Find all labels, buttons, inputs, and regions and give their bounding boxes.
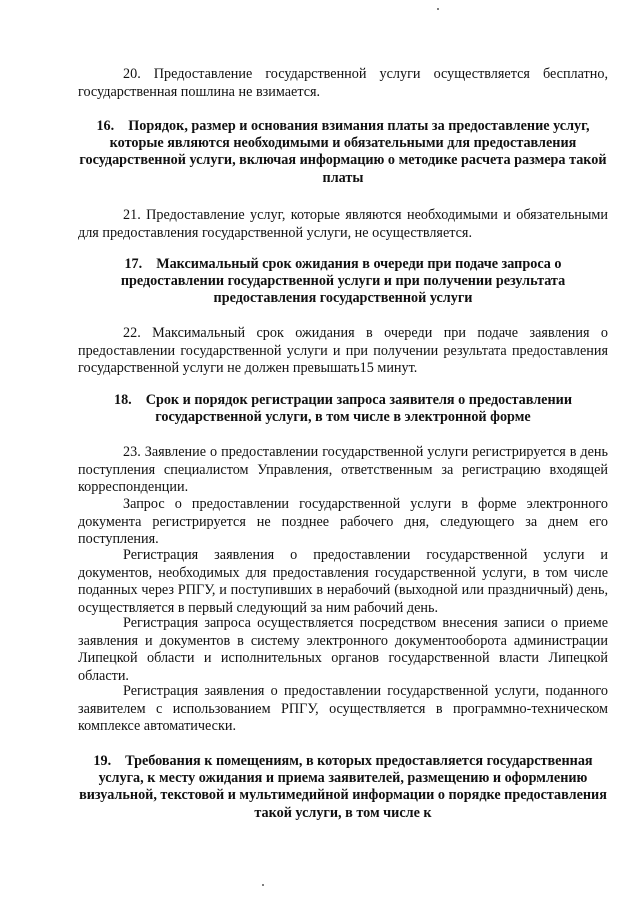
section-number: 19. xyxy=(93,753,112,769)
scan-speck-bottom xyxy=(262,884,264,886)
section-title: Срок и порядок регистрации запроса заявителя о предоставлении государственной услуги, в том числе в электронной форме xyxy=(145,392,573,426)
section-number: 17. xyxy=(124,256,143,272)
paragraph-registration-nonworking-day: Регистрация заявления о предоставлении государственной услуги и документов, необходимых для предоставления государственной услуги, в том числе поданных через РПГУ, и поступивших в нерабочий (выходной или праздничный) день, осуществляется в первый следующий за ним рабочий день. xyxy=(78,547,608,616)
paragraph-electronic-request: Запрос о предоставлении государственной услуги в форме электронного документа регистрируется не позднее рабочего дня, следующего за днем его поступления. xyxy=(78,496,608,547)
paragraph-registration-edms: Регистрация запроса осуществляется посредством внесения записи о приеме заявления и документов в систему электронного документооборота администрации Липецкой области и исполнительных органов государственной власти Липецкой области. xyxy=(78,615,608,684)
paragraph-20: 20. Предоставление государственной услуги осуществляется бесплатно, государственная пошлина не взимается. xyxy=(78,66,608,100)
section-heading-19 xyxy=(78,753,608,822)
paragraph-registration-rpgu: Регистрация заявления о предоставлении государственной услуги, поданного заявителем с использованием РПГУ, осуществляется в программно-техническом комплексе автоматически. xyxy=(78,683,608,734)
section-heading-16 xyxy=(78,118,608,187)
section-title: Требования к помещениям, в которых предоставляется государственная услуга, к месту ожидания и приема заявителей, размещению и оформлению визуальной, текстовой и мультимедийной информации о порядке предоставления такой услуги, в том числе к xyxy=(79,753,607,821)
section-title: Порядок, размер и основания взимания платы за предоставление услуг, которые являются необходимыми и обязательными для предоставления государственной услуги, включая информацию о методике расчета размера такой платы xyxy=(79,118,607,186)
paragraph-21: 21. Предоставление услуг, которые являются необходимыми и обязательными для предоставления государственной услуги, не осуществляется. xyxy=(78,207,608,241)
section-title: Максимальный срок ожидания в очереди при подаче запроса о предоставлении государственной услуги и при получении результата предоставления государственной услуги xyxy=(120,256,566,307)
paragraph-23: 23. Заявление о предоставлении государственной услуги регистрируется в день поступления специалистом Управления, ответственным за регистрацию входящей корреспонденции. xyxy=(78,444,608,495)
paragraph-22: 22. Максимальный срок ожидания в очереди при подаче заявления о предоставлении государственной услуги и при получении результата предоставления государственной услуги не должен превышать15 минут. xyxy=(78,325,608,376)
section-heading-18 xyxy=(78,392,608,426)
section-heading-17 xyxy=(78,256,608,308)
section-number: 18. xyxy=(113,392,132,408)
section-number: 16. xyxy=(96,118,115,134)
scan-speck-top xyxy=(437,8,439,10)
